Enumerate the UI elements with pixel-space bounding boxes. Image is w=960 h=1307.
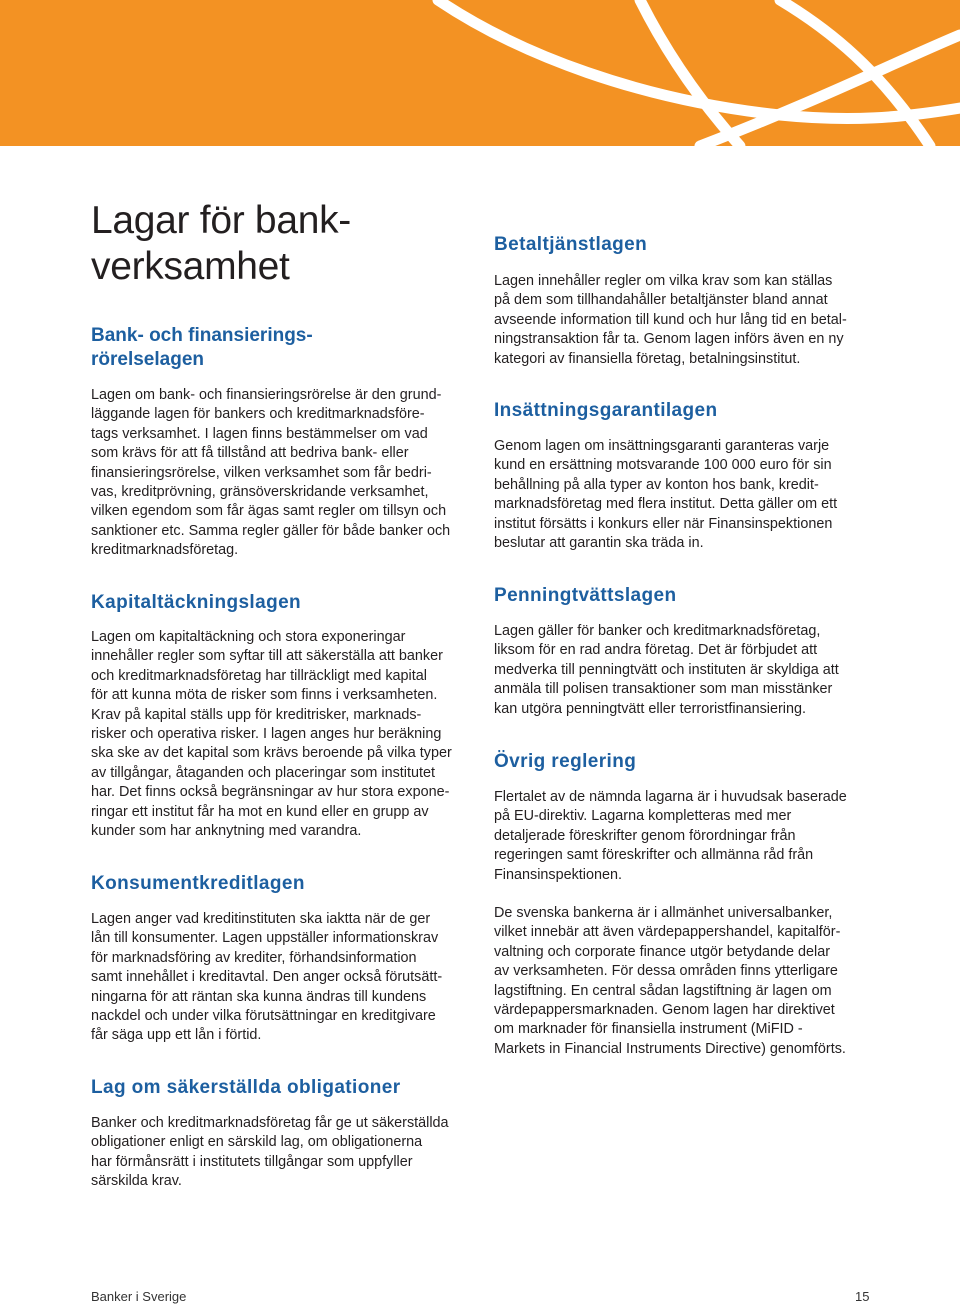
section-bank-finansiering-body [91, 386, 481, 561]
section-ovrig-reglering [494, 750, 884, 774]
section-konsumentkredit [91, 872, 481, 896]
page-title-text: Lagar för bank- verksamhet [91, 199, 351, 288]
footer-page-number: 15 [855, 1289, 870, 1304]
section-insattningsgaranti [494, 399, 884, 423]
section-bank-finansiering [91, 324, 481, 372]
heading-insattningsgaranti: Insättningsgarantilagen [494, 400, 718, 421]
paragraph-ovrig-reglering-1: Flertalet av de nämnda lagarna är i huvudsak baserade på EU-direktiv. Lagarna kompletteras med mer detaljerade föreskrifter genom förordningar från regeringen samt föreskrifter och allmänna råd från Finansinspektionen. [494, 789, 847, 883]
section-ovrig-reglering-body-2 [494, 904, 884, 1059]
heading-sakerstallda: Lag om säkerställda obligationer [91, 1077, 401, 1098]
section-betaltjanst-body [494, 272, 884, 369]
section-betaltjanst [494, 233, 884, 257]
header-banner [0, 0, 960, 146]
paragraph-betaltjanst: Lagen innehåller regler om vilka krav som kan ställas på dem som tillhandahåller betaltjänster bland annat avseende information till kund och hur lång tid en betal- ningstransaktion får ta. Genom lagen införs även en ny kategori av finansiella företag, betalningsinstitut. [494, 273, 847, 367]
heading-konsumentkredit: Konsumentkreditlagen [91, 873, 305, 894]
section-sakerstallda-body [91, 1114, 481, 1192]
paragraph-ovrig-reglering-2: De svenska bankerna är i allmänhet universalbanker, vilket innebär att även värdepappershandel, kapitalför- valtning och corporate finance utgör betydande delar av verksamheten. För dessa områden finns ytterligare lagstiftning. En central sådan lagstiftning är lagen om värdepappersmarknaden. Genom lagen har direktivet om marknader för finansiella instrument (MiFID - Markets in Financial Instruments Directive) genomförts. [494, 905, 846, 1057]
footer-publication: Banker i Sverige [91, 1289, 187, 1304]
section-insattningsgaranti-body [494, 437, 884, 553]
section-konsumentkredit-body [91, 910, 481, 1046]
section-kapitaltackning [91, 591, 481, 615]
heading-penningtvatt: Penningtvättslagen [494, 585, 677, 606]
paragraph-konsumentkredit: Lagen anger vad kreditinstituten ska iaktta när de ger lån till konsumenter. Lagen uppställer informationskrav för marknadsföring av krediter, förhandsinformation samt innehållet i kreditavtal. Den anger också förutsätt- ningarna för att räntan ska kunna ändras till kundens nackdel och under vilka förutsättningar en kreditgivare får säga upp ett lån i förtid. [91, 911, 443, 1044]
paragraph-bank-finansiering: Lagen om bank- och finansieringsrörelse är den grund- läggande lagen för bankers och kreditmarknadsföre- tags verksamhet. I lagen finns bestämmelser om vad som krävs för att få tillstånd att bedriva bank- eller finansieringsrörelse, vilken verksamhet som får bedri- vas, kreditprövning, gränsöverskridande verksamhet, vilken egendom som får ägas samt regler om tillsyn och sanktioner etc. Samma regler gäller för både banker och kreditmarknadsföretag. [91, 387, 451, 559]
heading-ovrig-reglering: Övrig reglering [494, 751, 637, 772]
globe-lines-graphic [0, 0, 960, 146]
section-penningtvatt-body [494, 622, 884, 719]
paragraph-kapitaltackning: Lagen om kapitaltäckning och stora exponeringar innehåller regler som syftar till att säkerställa att banker och kreditmarknadsföretag har tillräckligt med kapital för att kunna möta de risker som finns i verksamheten. Krav på kapital ställs upp för kreditrisker, marknads- risker och operativa risker. I lagen anges hur beräkning ska ske av det kapital som krävs beroende på vilka typer av tillgångar, åtaganden och placeringar som institutet har. Det finns också begränsningar av hur stora expone- ringar ett institut får ha mot en kund eller en grupp av kunder som har anknytning med varandra. [91, 629, 452, 840]
heading-kapitaltackning: Kapitaltäckningslagen [91, 592, 302, 613]
heading-betaltjanst: Betaltjänstlagen [494, 234, 648, 255]
section-sakerstallda [91, 1076, 481, 1100]
section-kapitaltackning-body [91, 628, 481, 841]
section-penningtvatt [494, 584, 884, 608]
heading-bank-finansiering: Bank- och finansierings- rörelselagen [91, 325, 313, 370]
section-ovrig-reglering-body-1 [494, 788, 884, 885]
paragraph-insattningsgaranti: Genom lagen om insättningsgaranti garanteras varje kund en ersättning motsvarande 100 000 euro för sin behållning på alla typer av konton hos bank, kredit- marknadsföretag med flera institut. Detta gäller om ett institut försätts i konkurs eller när Finansinspektionen beslutar att garantin ska träda in. [494, 438, 838, 552]
paragraph-penningtvatt: Lagen gäller för banker och kreditmarknadsföretag, liksom för en rad andra företag. Det är förbjudet att medverka till penningtvätt och instituten är skyldiga att anmäla till polisen transaktioner som man misstänker kan utgöra penningtvätt eller terroristfinansiering. [494, 623, 839, 717]
page-title [91, 198, 491, 290]
paragraph-sakerstallda: Banker och kreditmarknadsföretag får ge ut säkerställda obligationer enligt en särskild lag, om obligationerna har förmånsrätt i institutets tillgångar som uppfyller särskilda krav. [91, 1115, 449, 1190]
